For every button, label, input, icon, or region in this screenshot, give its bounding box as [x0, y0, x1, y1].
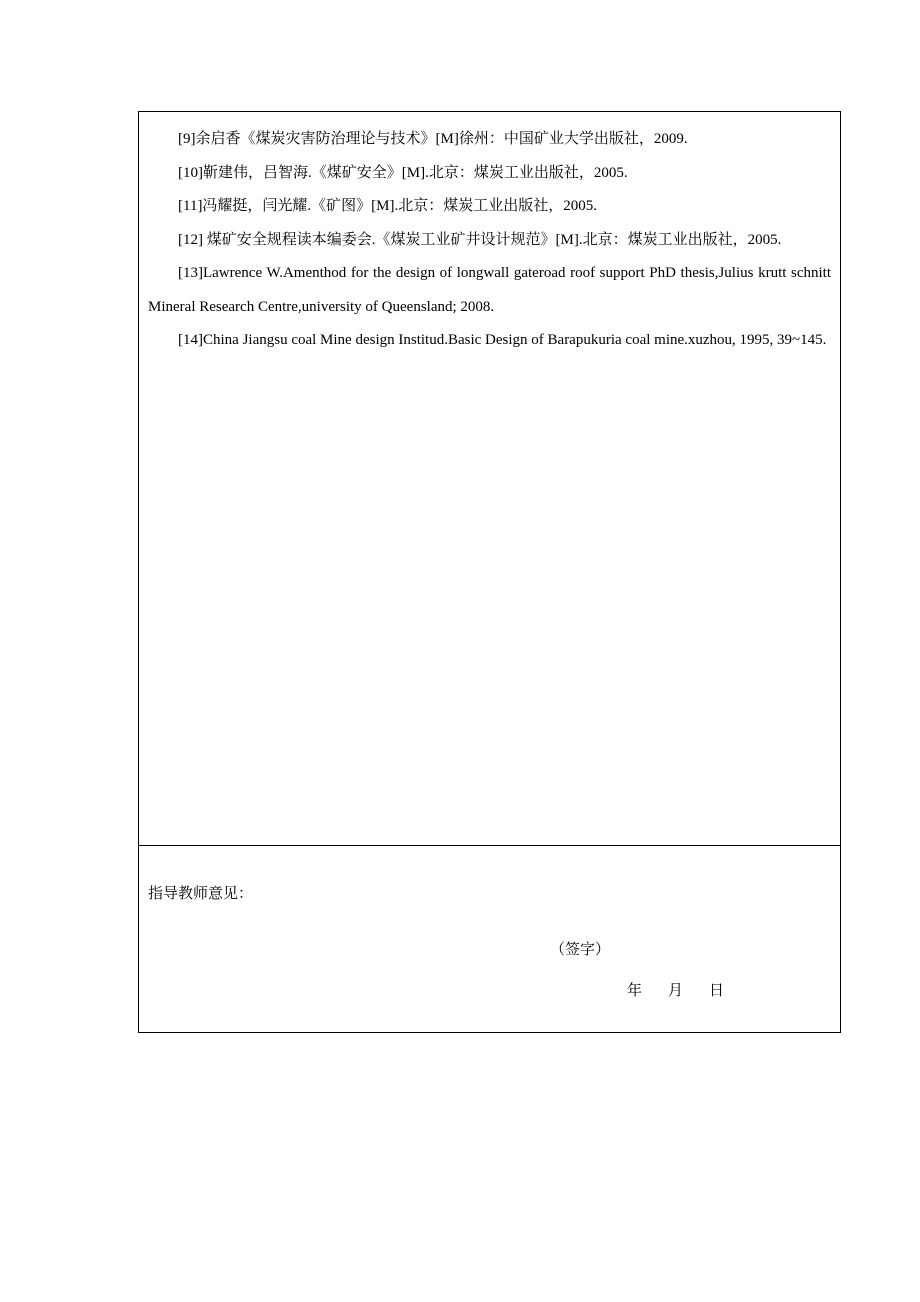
reference-item-9: [9]余启香《煤炭灾害防治理论与技术》[M]徐州：中国矿业大学出版社，2009. [178, 131, 688, 147]
date-year-label: 年 [627, 983, 643, 999]
reference-item-12: [12] 煤矿安全规程读本编委会.《煤炭工业矿井设计规范》[M].北京：煤炭工业出版社，2005. [178, 231, 782, 248]
reference-item-13: [13]Lawrence W.Amenthod for the design of longwall gateroad roof support PhD thesis,Julius krutt schnitt Mineral Research Centre,university of Queensland; 2008. [148, 265, 831, 315]
advisor-opinion-label: 指导教师意见： [148, 886, 254, 902]
date-month-label: 月 [668, 983, 684, 999]
references-cell [139, 112, 840, 846]
date-day-label: 日 [709, 983, 725, 999]
advisor-opinion-cell [139, 846, 840, 1032]
signature-label: （签字） [550, 942, 611, 958]
review-form-table [138, 111, 841, 1033]
reference-item-11: [11]冯耀挺，闫光耀.《矿图》[M].北京：煤炭工业出版社，2005. [178, 198, 598, 214]
reference-list [139, 112, 840, 358]
reference-item-10: [10]靳建伟，吕智海.《煤矿安全》[M].北京：煤炭工业出版社，2005. [178, 164, 628, 181]
date-line [627, 981, 724, 1001]
reference-item-14: [14]China Jiangsu coal Mine design Institud.Basic Design of Barapukuria coal mine.xuzhou, 1995, 39~145. [178, 332, 827, 348]
